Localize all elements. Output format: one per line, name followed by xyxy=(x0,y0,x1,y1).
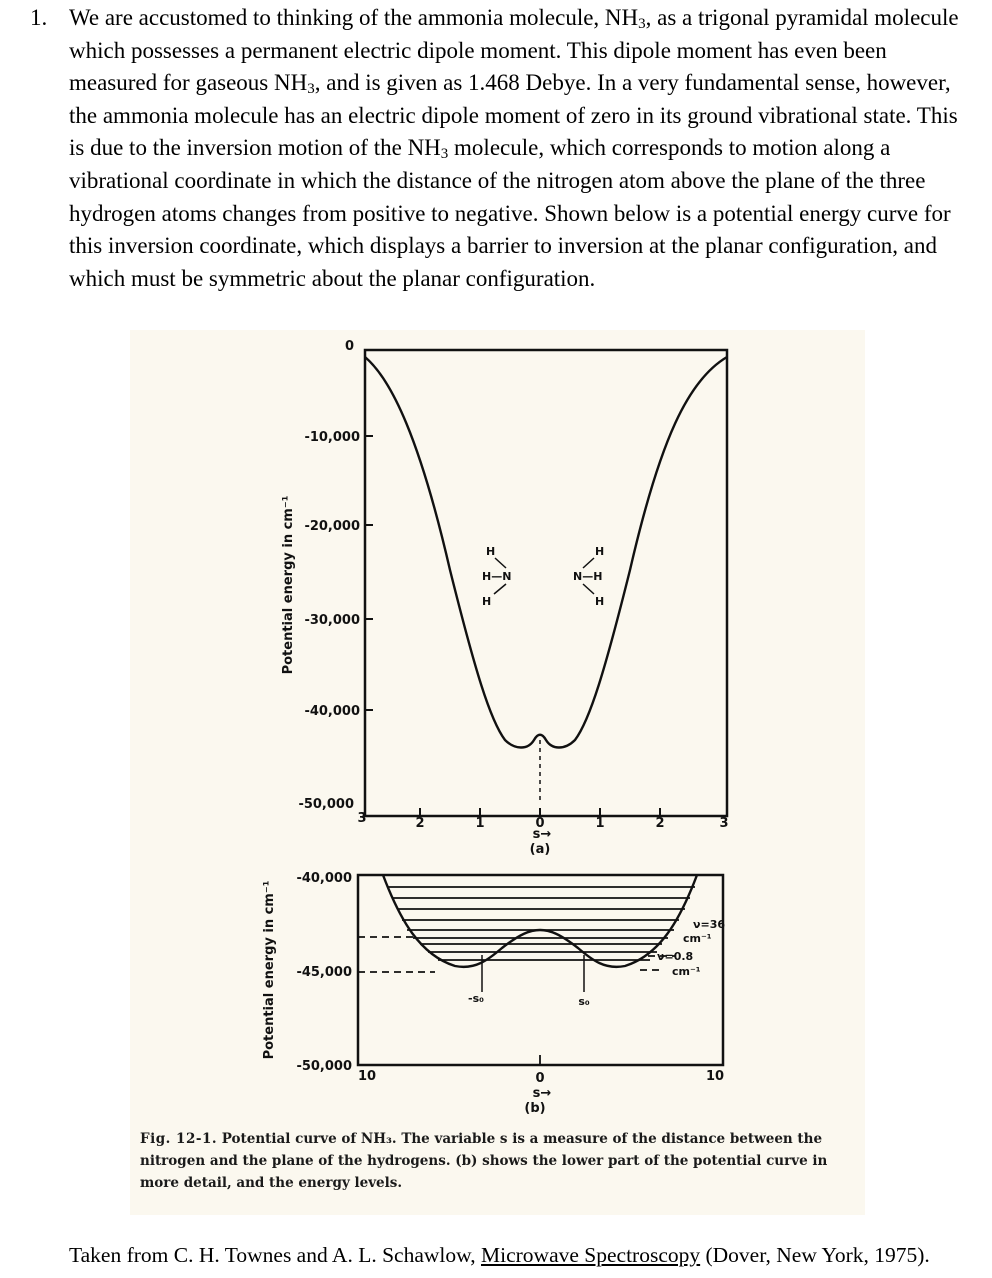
top-panel-label: (a) xyxy=(529,842,551,857)
top-ylabel: Potential energy in cm⁻¹ xyxy=(281,495,296,675)
book-title: Microwave Spectroscopy xyxy=(481,1243,701,1267)
molecule-right-mid: N—H xyxy=(573,570,603,583)
bottom-xtick-label: 10 xyxy=(705,1069,725,1084)
bond-line xyxy=(583,558,594,568)
bottom-potential-curve xyxy=(383,875,697,967)
molecule-left-h: H xyxy=(482,595,492,608)
question-number: 1. xyxy=(30,5,48,30)
molecule-right-h: H xyxy=(595,545,605,558)
top-xtick-label: 2 xyxy=(655,816,665,831)
bond-line xyxy=(495,558,506,568)
top-xtick-label: 3 xyxy=(357,811,367,826)
annotation-08-unit: cm⁻¹ xyxy=(672,965,701,978)
bottom-plot-frame xyxy=(358,875,726,1065)
bottom-xtick-label: 0 xyxy=(535,1071,545,1086)
annotation-36-unit: cm⁻¹ xyxy=(683,932,712,945)
bond-line xyxy=(494,584,506,594)
top-potential-curve xyxy=(365,357,727,748)
annotation-36: ν=36 xyxy=(693,918,726,931)
bottom-xtick-label: 10 xyxy=(357,1069,377,1084)
molecule-left-h: H xyxy=(486,545,496,558)
top-ytick-label: -10,000 xyxy=(304,430,360,445)
figure-caption: Fig. 12-1. Potential curve of NH₃. The variable s is a measure of the distance between the nitrogen and the plane of the hydrogens. (b) shows the lower part of the potential curve in more detail, and the energy levels. xyxy=(140,1131,828,1191)
top-ytick-label: 0 xyxy=(344,339,354,354)
top-xtick-label: 1 xyxy=(475,816,485,831)
top-ytick-label: -30,000 xyxy=(304,613,360,628)
bond-line xyxy=(583,584,594,594)
bottom-ytick-label: -40,000 xyxy=(296,871,352,886)
bottom-xlabel: s→ xyxy=(532,1086,552,1101)
source-citation: Taken from C. H. Townes and A. L. Schawlow, Microwave Spectroscopy (Dover, New York, 1975). xyxy=(69,1243,930,1267)
bottom-ytick-label: -50,000 xyxy=(296,1059,352,1074)
figure-svg xyxy=(130,330,865,1215)
top-ytick-label: -40,000 xyxy=(304,704,360,719)
annotation-08: ν=0.8 xyxy=(657,950,694,963)
top-xtick-label: 2 xyxy=(415,816,425,831)
top-xtick-label: 1 xyxy=(595,816,605,831)
top-ytick-label: -20,000 xyxy=(304,519,360,534)
s0-left-label: -s₀ xyxy=(468,992,484,1005)
top-xtick-label: 0 xyxy=(535,816,545,831)
question-text: We are accustomed to thinking of the ammonia molecule, $NH_3$, as a trigonal pyramidal molecule which possesses a permanent electric dipole moment. This dipole moment has even been measured for gaseous $NH_3$, and is given as 1.468 Debye. In a very fundamental sense, however, the ammonia molecule has an electric dipole moment of zero in its ground vibrational state. This is due to the inversion motion of the $NH_3$ molecule, which corresponds to motion along a vibrational coordinate in which the distance of the nitrogen atom above the plane of the three hydrogen atoms changes from positive to negative. Shown below is a potential energy curve for this inversion coordinate, which displays a barrier to inversion at the planar configuration, and which must be symmetric about the planar configuration. xyxy=(69,5,959,291)
potential-curve-figure xyxy=(130,330,865,1215)
molecule-left-mid: H—N xyxy=(482,570,512,583)
top-xtick-label: 3 xyxy=(719,816,729,831)
bottom-ytick-label: -45,000 xyxy=(296,965,352,980)
s0-right-label: s₀ xyxy=(578,995,590,1008)
top-ytick-label: -50,000 xyxy=(298,797,354,812)
bottom-panel-label: (b) xyxy=(524,1101,546,1116)
bottom-ylabel: Potential energy in cm⁻¹ xyxy=(262,880,277,1060)
energy-levels xyxy=(387,887,695,960)
top-xlabel: s→ xyxy=(532,827,552,842)
top-plot-frame xyxy=(365,350,727,816)
molecule-right-h: H xyxy=(595,595,605,608)
